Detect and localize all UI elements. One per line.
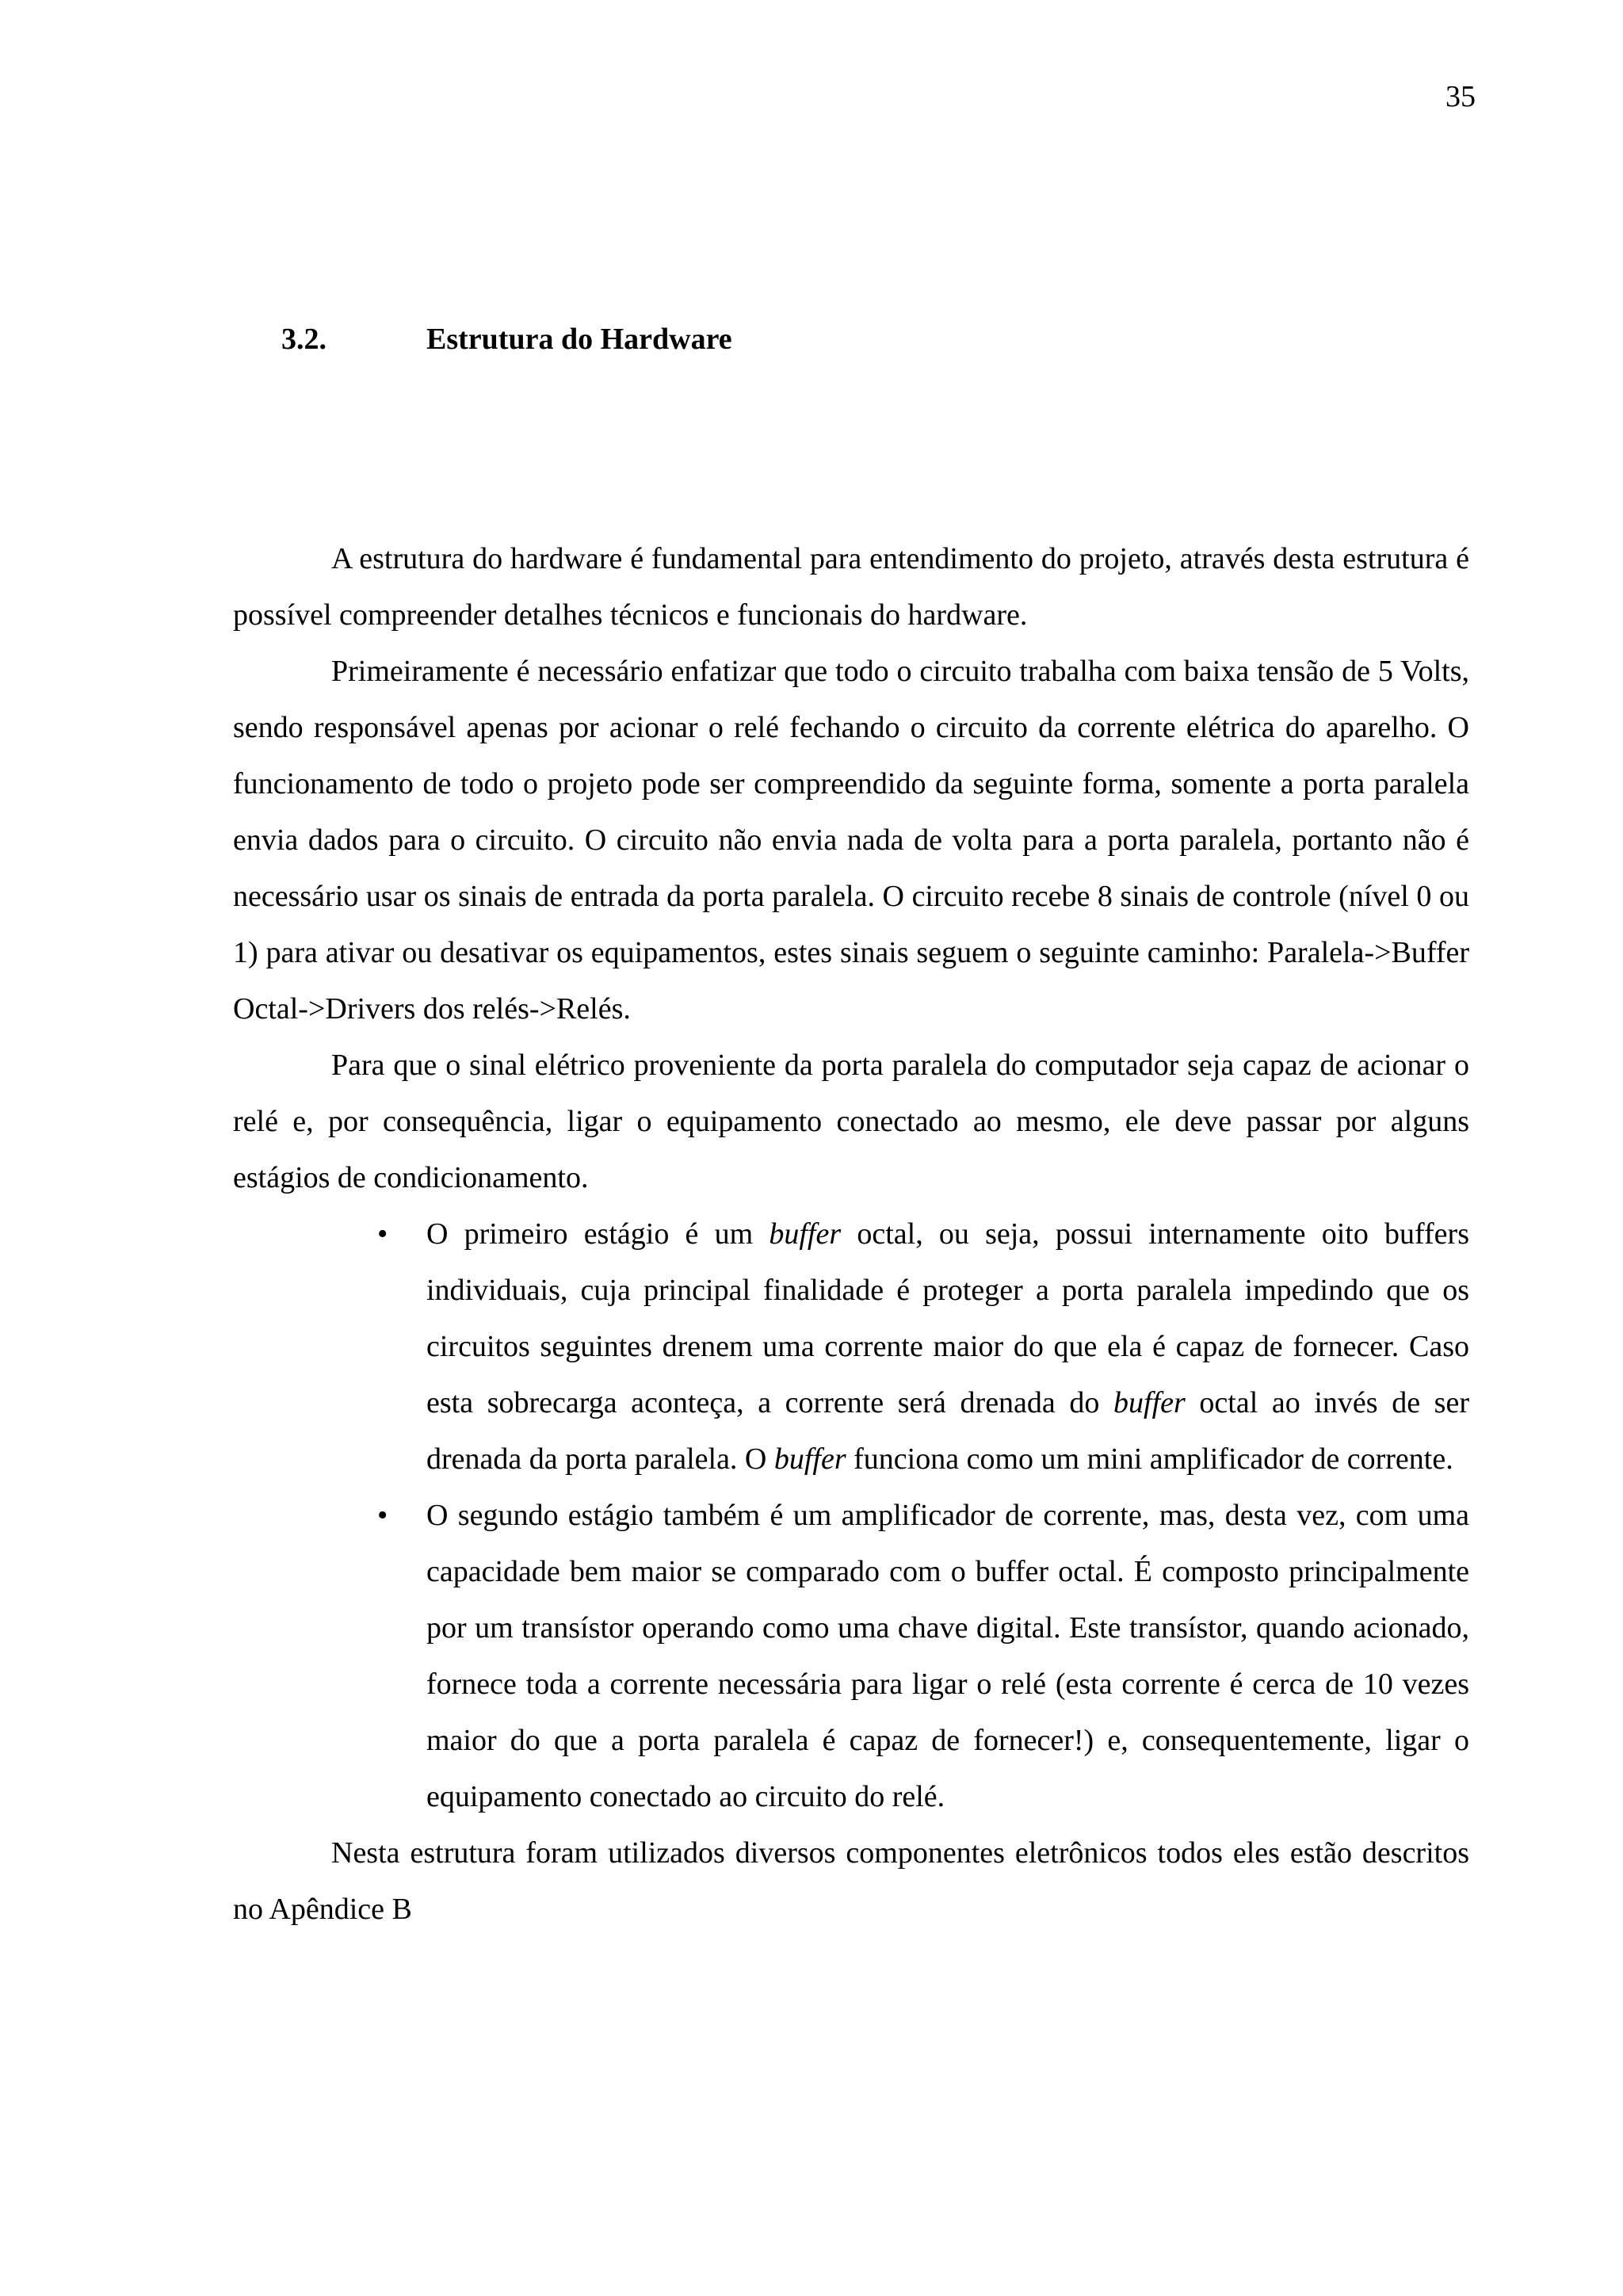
list-emphasis: buffer [1113,1386,1186,1419]
section-heading [281,322,732,357]
bullet-icon: • [377,1217,388,1251]
list-item-second-stage [377,1488,1469,1825]
paragraph-circuit-overview: Primeiramente é necessário enfatizar que todo o circuito trabalha com baixa tensão de 5 Volts, sendo responsável apenas por acionar o relé fechando o circuito da corrente elétrica do aparelho. O funcionamento de todo o projeto pode ser compreendido da seguinte forma, somente a porta paralela envia dados para o circuito. O circuito não envia nada de volta para a porta paralela, portanto não é necessário usar os sinais de entrada da porta paralela. O circuito recebe 8 sinais de controle (nível 0 ou 1) para ativar ou desativar os equipamentos, estes sinais seguem o seguinte caminho: Paralela->Buffer Octal->Drivers dos relés->Relés. [233,655,1469,1026]
list-emphasis: buffer [773,1442,846,1476]
list-text: octal ao invés de ser drenada da porta paralela. O [426,1386,1469,1476]
list-text: funciona como um mini amplificador de corrente. [846,1442,1453,1476]
paragraph-intro: A estrutura do hardware é fundamental para entendimento do projeto, através desta estrutura é possível compreender detalhes técnicos e funcionais do hardware. [233,542,1469,632]
bullet-icon: • [377,1499,388,1532]
list-text: O segundo estágio também é um amplificador de corrente, mas, desta vez, com uma capacidade bem maior se comparado com o buffer octal. É composto principalmente por um transístor operando como uma chave digital. Este transístor, quando acionado, fornece toda a corrente necessária para ligar o relé (esta corrente é cerca de 10 vezes maior do que a porta paralela é capaz de fornecer!) e, consequentemente, ligar o equipamento conectado ao circuito do relé. [426,1499,1469,1813]
section-number: 3.2. [281,323,327,356]
list-emphasis: buffer [769,1217,842,1251]
paragraph-components: Nesta estrutura foram utilizados diversos componentes eletrônicos todos eles estão descritos no Apêndice B [233,1836,1469,1926]
list-item-first-stage [377,1206,1469,1488]
list-text: octal, ou seja, possui internamente oito buffers individuais, cuja principal finalidade é proteger a porta paralela impedindo que os circuitos seguintes drenem uma corrente maior do que ela é capaz de fornecer. Caso esta sobrecarga aconteça, a corrente será drenada do [426,1217,1469,1419]
body-text [233,531,1469,1938]
paragraph-signal-conditioning: Para que o sinal elétrico proveniente da porta paralela do computador seja capaz de acionar o relé e, por consequência, ligar o equipamento conectado ao mesmo, ele deve passar por alguns estágios de condicionamento. [233,1049,1469,1194]
stage-list [233,1206,1469,1825]
section-title: Estrutura do Hardware [426,323,732,356]
list-text: O primeiro estágio é um [426,1217,769,1251]
page-number: 35 [1445,80,1476,113]
